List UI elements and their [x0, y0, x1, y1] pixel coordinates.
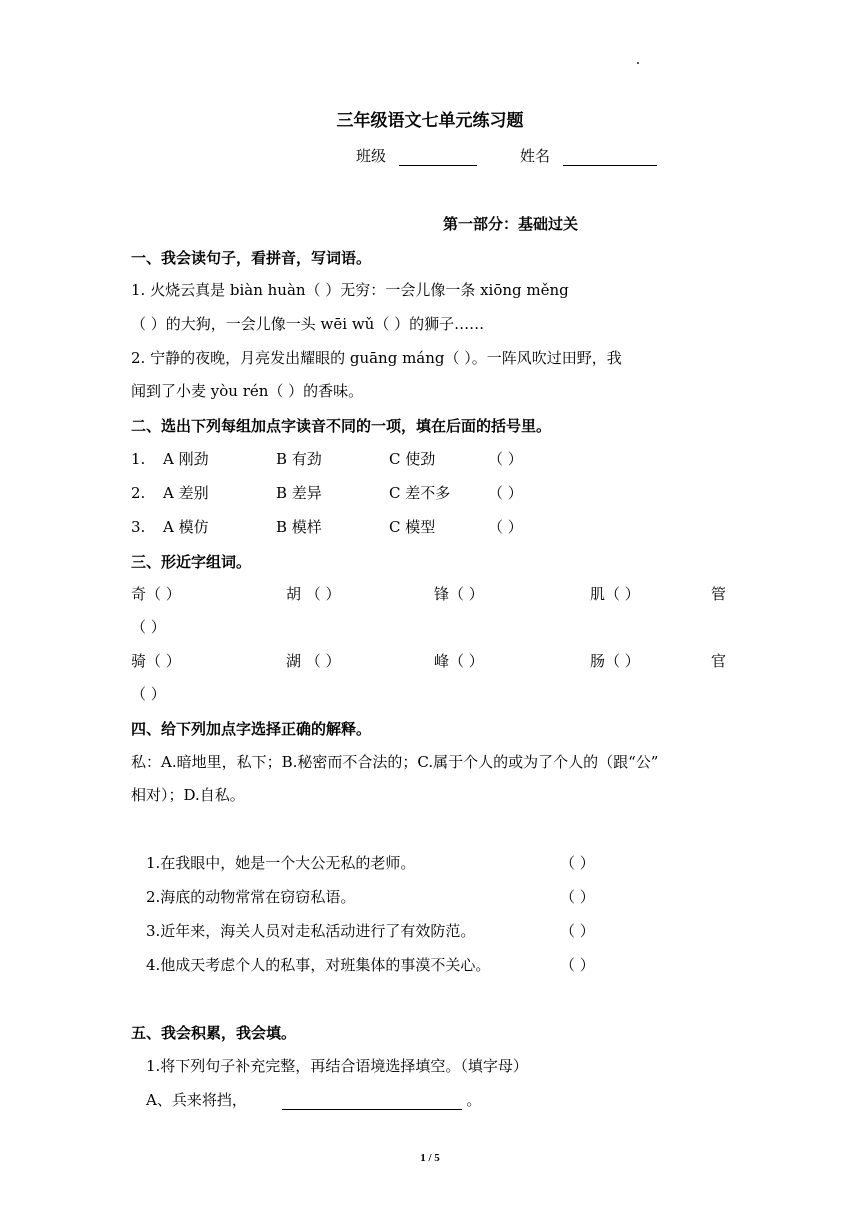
word-blank[interactable]: 锋（ ）: [434, 585, 484, 603]
fill-blank[interactable]: [282, 1093, 462, 1110]
section1-line1: 1. 火烧云真是 biàn huàn（ ）无穷：一会儿像一条 xiōng měng: [131, 281, 569, 299]
option-c: C 使劲: [389, 450, 436, 468]
word-blank[interactable]: 胡 （ ）: [286, 585, 341, 603]
question-item: 1.在我眼中，她是一个大公无私的老师。: [146, 854, 416, 872]
word-blank[interactable]: 奇（ ）: [131, 585, 181, 603]
row-number: 1.: [131, 450, 146, 468]
section3-heading: 三、形近字组词。: [131, 553, 252, 571]
option-a: A 模仿: [163, 518, 209, 536]
section2-row: [131, 483, 145, 503]
class-label: 班级: [356, 147, 387, 165]
line2-prefix: A、兵来将挡，: [146, 1091, 247, 1109]
definition-line1: 私：A.暗地里，私下；B.秘密而不合法的；C.属于个人的或为了个人的（跟“公”: [131, 753, 659, 771]
section1-line4: 闻到了小麦 yòu rén（ ）的香味。: [131, 382, 364, 400]
answer-blank[interactable]: （ ）: [560, 888, 595, 906]
row-number: 3.: [131, 518, 146, 536]
answer-blank[interactable]: （ ）: [488, 484, 523, 502]
word-blank[interactable]: 湖 （ ）: [286, 652, 341, 670]
section4-heading: 四、给下列加点字选择正确的解释。: [131, 720, 372, 738]
section1-line3: 2. 宁静的夜晚，月亮发出耀眼的 guāng máng（ ）。一阵风吹过田野，我: [131, 349, 622, 367]
class-blank[interactable]: [399, 149, 477, 166]
word-char: 管: [711, 585, 727, 603]
class-field[interactable]: [356, 146, 477, 166]
section1-line2: （ ）的大狗，一会儿像一头 wēi wǔ（ ）的狮子……: [131, 315, 485, 333]
option-c: C 模型: [389, 518, 436, 536]
question-item: 3.近年来，海关人员对走私活动进行了有效防范。: [146, 922, 476, 940]
row-number: 2.: [131, 484, 146, 502]
section2-row: [131, 449, 145, 469]
option-b: B 有劲: [276, 450, 322, 468]
word-blank[interactable]: 肠（ ）: [590, 652, 640, 670]
question-item: 2.海底的动物常常在窃窃私语。: [146, 888, 356, 906]
part-title: 第一部分：基础过关: [443, 215, 579, 233]
option-b: B 模样: [276, 518, 322, 536]
section1-heading: 一、我会读句子，看拼音，写词语。: [131, 249, 372, 267]
name-label: 姓名: [520, 147, 551, 165]
word-blank-wrap[interactable]: （ ）: [131, 618, 166, 636]
line2-suffix: 。: [466, 1091, 482, 1109]
answer-blank[interactable]: （ ）: [560, 854, 595, 872]
option-a: A 差别: [163, 484, 209, 502]
word-blank[interactable]: 骑（ ）: [131, 652, 181, 670]
stray-dot: [637, 62, 639, 64]
definition-line2: 相对）；D.自私。: [131, 786, 245, 804]
answer-blank[interactable]: （ ）: [560, 922, 595, 940]
section5-line2: [146, 1090, 481, 1110]
word-blank-wrap[interactable]: （ ）: [131, 685, 166, 703]
question-item: 4.他成天考虑个人的私事，对班集体的事漠不关心。: [146, 956, 491, 974]
word-char: 官: [711, 652, 727, 670]
name-blank[interactable]: [563, 149, 657, 166]
section2-row: [131, 517, 145, 537]
answer-blank[interactable]: （ ）: [488, 450, 523, 468]
section5-heading: 五、我会积累，我会填。: [131, 1024, 297, 1042]
answer-blank[interactable]: （ ）: [488, 518, 523, 536]
page-number: 1 / 5: [420, 1152, 440, 1164]
name-field[interactable]: [520, 146, 657, 166]
word-blank[interactable]: 肌（ ）: [590, 585, 640, 603]
option-a: A 刚劲: [163, 450, 209, 468]
option-b: B 差异: [276, 484, 322, 502]
section2-heading: 二、选出下列每组加点字读音不同的一项，填在后面的括号里。: [131, 417, 552, 435]
word-blank[interactable]: 峰（ ）: [434, 652, 484, 670]
page-title: 三年级语文七单元练习题: [336, 111, 524, 131]
answer-blank[interactable]: （ ）: [560, 956, 595, 974]
option-c: C 差不多: [389, 484, 451, 502]
section5-line1: 1.将下列句子补充完整，再结合语境选择填空。（填字母）: [146, 1057, 528, 1075]
